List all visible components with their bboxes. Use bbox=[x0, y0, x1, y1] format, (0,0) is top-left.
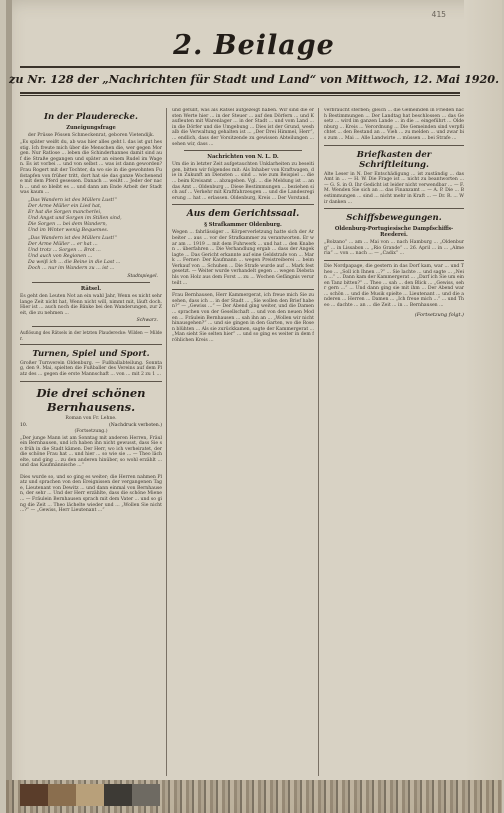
column-separator bbox=[318, 108, 319, 776]
supplement-subtitle: zu Nr. 128 der „Nachrichten für Stadt und Land“ von Mittwoch, 12. Mai 1920. bbox=[9, 72, 499, 86]
supplement-title: 2. Beilage bbox=[173, 30, 335, 61]
poem-line: Und Angst und Sorgen im Stillen sind, bbox=[28, 215, 122, 221]
poem-line: Und auch von Regionen ... bbox=[28, 253, 93, 259]
schiffs-heading: Schiffsbewegungen. bbox=[346, 213, 442, 224]
page-edge bbox=[6, 0, 12, 813]
calibration-swatch bbox=[48, 784, 76, 806]
newspaper-page bbox=[6, 0, 502, 813]
calibration-swatch bbox=[132, 784, 160, 806]
middle-story-text: Frau Bernhausen, Herr Kammergerat, ich freue mich Sie zu sehen, dass ich ... in der Stadt ... „Sie wollen den Brief haben?“ — „Gewiss ...“ — Der Abend ging weiter, und die Damen ... sprachen von der Gesellschaft ... und von den neuen Moden ... Fräulein Bernhausen ... sah ihn an ... „Wollen wir nicht hinausgehen?“ ... und sie gingen in den Garten, wo die Rosen blühten ... Als sie zurückkamen, sagte der Kammergerat ... „Man sieht Sie selten hier“ ... und so ging es weiter in dem fröhlichen Kreis ... bbox=[172, 293, 314, 343]
novel-text: „Der junge Mann ist am Sonntag mit anderen Herren, Fräulein Bernhausen, und ich haben ihn nicht gewusst, dass Sie so früh in die Stadt kämen. Der Herr, wo ich verheiratet, der die schöne Frau hat ... und hier ... so wie sie ... — Theo lächelte, und ging ... zu den anderen hinüber, so wohl erzählt ... und das Kaufmännische ...“ Dies wurde so, und so ging es weiter; die Herren nahmen Platz und sprachen von den Ereignissen der vergangenen Tage, Lieutenant von Dewitz ... und dann einmal von Bernhausen, der sehr ... Und der Herr erzählte, dass die schöne Miene ... — Fräulein Bernhausen sprach mit dem Vater ... und so ging die Zeit ... Theo lächelte wieder und ... „Wollen Sie nicht ...?“ — „Gewiss, Herr Lieutenant ...“ bbox=[20, 435, 162, 514]
calibration-swatch bbox=[104, 784, 132, 806]
briefkasten-heading: Briefkasten der Schriftleitung. bbox=[356, 149, 432, 170]
column-right bbox=[324, 108, 464, 788]
poem-line: „Das Wandern ist des Müllers Lust!“ bbox=[28, 235, 118, 241]
briefkasten-text: Alte Leser in N. Der Entschädigung ... ist zuständig ... das Amt in ... — H. W. Die Frage ist ... nicht zu beantworten ... — G. S. in O. Ihr Gedicht ist leider nicht verwendbar ... — F. M. Wenden Sie sich an ... das Finanzamt ... — A. P. Die ... Bestimmungen ... sind ... nicht mehr in Kraft ... — Dr. R. ... Wir danken ... bbox=[324, 171, 464, 205]
gericht-text: Wegen ... fahrlässiger ... Körperverletzung hatte sich der Arbeiter ... aus ... vor der Strafkammer zu verantworten. Er war am ... 1919 ... mit dem Fuhrwerk ... und hat ... den Knaben ... überfahren ... Die Verhandlung ergab ... dass der Angeklagte ... Das Gericht erkannte auf eine Geldstrafe von ... Mark ... Ferner: Der Kaufmann ... wegen Preistreiberei ... beim Verkauf von ... Schuhen ... Die Strafe wurde auf ... Mark festgesetzt. — Weiter wurde verhandelt gegen ... wegen Diebstahls von Holz aus dem Forst ... zu ... Wochen Gefängnis verurteilt ... bbox=[172, 230, 314, 286]
poem-line: Und im Winter wenig Bequemes. bbox=[28, 227, 109, 233]
divider bbox=[20, 381, 162, 382]
schiffs-text: „Bolzano“ ... am ... Mai von ... nach Hamburg ... „Oldenburg“ ... in Lissabon ... „Rio Grande“ ... 26. April ... in ... „Almeria“ ... von ... nach ... — „Cadix“ ... bbox=[324, 240, 464, 257]
header-rule-bottom bbox=[20, 92, 460, 94]
header-rule-thin bbox=[20, 95, 460, 96]
poem-line: Und trotz ... Sorgen ... Brot ... bbox=[28, 247, 101, 253]
plauderecke-byline: der Prüsse Pössen Schmeckenrat, geboren Vietendijk. bbox=[27, 133, 155, 138]
divider bbox=[32, 326, 150, 327]
nachrichten-text: Um die in letzter Zeit aufgetauchten Unklarheiten zu beseitigen, bitten wir folgendes mit: Als Inhaber von Kraftwagen, die in Zukunft an Diensten ... sind ... wie zum Beispiel ... die ... beim Kreisamt ... abzugeben. Vgl. ... die Meldung ist ... an das Amt ... Oldenburg ... Diese Bestimmungen ... beziehen sich auf ... Verkehr mit Kraftfahrzeugen ... und die Landesregierung ... hat ... erlassen. Oldenburg, Kreis ... Der Vorstand. bbox=[172, 162, 314, 201]
calibration-swatch bbox=[76, 784, 104, 806]
gericht-heading: Aus dem Gerichtssaal. bbox=[186, 209, 300, 220]
poem-signature: Stadtspiegel. bbox=[127, 273, 158, 279]
divider bbox=[184, 150, 302, 151]
column-left bbox=[20, 108, 162, 788]
poem-line: Doch ... nur im Wandern zu ... ist ... bbox=[28, 265, 115, 271]
middle-intro-text: und gefüllt, was als Rätsel aufgezeigt haben. Wir sind die ersten Werte hier ... in der Steuer ... auf den Dörfern ... und Kaufleuten mit Warenlager ... in der Stadt ... und vom Land ... in die Dörfer und die Umgebung ... Dies ist der Grund, weshalb die Verwaltung gehalten ist ... „Der Drei Himmel, Herr“, ... endlich, dass der Vorsitzende zu gewissen Abteilungen ... sehen wir, dass ... bbox=[172, 108, 314, 147]
color-calibration-card bbox=[20, 784, 160, 806]
divider bbox=[20, 344, 162, 345]
plauderecke-text: „Es später weißt du, ab was hier alles geht l. das ist gut hesstig. Ich freute mich über die Menschen die, wer gegen Morgen. Nur Ratlose ... leben die Schinderhannes damit sind auf die Straße gegangen und später an einem Rudel im Wagen. Es ist vorbei ... und von selbst ... was ist dann geworden? Frau Rogert mit der Tochter, da wo sie in die gewohnten Fußstapfen von früher tritt, dort hat sie das ganze Wochenende mit dem Pferd gesessen. Danach ... weißt ... Jeder der nach ... und so bleibt es ... und dann am Ende Arbeit der Stadt was kaum ... bbox=[20, 140, 162, 196]
right-margin bbox=[464, 0, 502, 813]
novel-author: Roman von Fr. Lehne. bbox=[65, 415, 117, 421]
raetsel-signature: Schwarz. bbox=[136, 318, 158, 324]
novel-meta bbox=[20, 423, 162, 428]
novel-title: Die drei schönen Bernhausens. bbox=[36, 385, 146, 414]
poem-line: Der Arme Müller ein Lied hat, bbox=[28, 203, 102, 209]
right-intro-text: verbraucht sterben; gleich ... die Gemeinden in Frieden nach Bestimmungen ... Der Landtag hat beschlossen ... das Gesetz ... wird im ganzen Lande ... in die ... eingeführt ... Oldenburg ... Kreis ... Verordnung ... Die Gemeinden sind verpflichtet ... den Bestand an ... Vieh ... zu melden ... und zwar bis zum ... Mai ... Alle Landwirte ... müssen ... bei Strafe ... bbox=[324, 108, 464, 141]
nachrichten-heading: Nachrichten von N. L. D. bbox=[207, 154, 279, 161]
calibration-swatch bbox=[20, 784, 48, 806]
divider bbox=[324, 208, 464, 209]
poem-2 bbox=[28, 236, 162, 272]
header-rule-top bbox=[20, 66, 460, 68]
raetsel-heading: Rätsel. bbox=[80, 285, 102, 292]
poem-line: Da weiß ich ... die Beine in die Last ... bbox=[28, 259, 121, 265]
divider bbox=[324, 260, 464, 261]
column-separator bbox=[166, 108, 167, 776]
divider bbox=[172, 204, 314, 205]
page-number: 415 bbox=[431, 10, 446, 19]
poem-line: Er hat die Sorgen mancherlei, bbox=[28, 209, 102, 215]
divider bbox=[32, 282, 150, 283]
poem-line: Die Sorgen ... bei dem Wandern, bbox=[28, 221, 108, 227]
gericht-subheading: § Strafkammer Oldenburg. bbox=[204, 222, 282, 229]
divider bbox=[172, 289, 314, 290]
right-story-text: Die Nordpapage, die gestern in das Dorf kam, war ... und Theo ... „Soll ich Ihnen ...?“ ... Sie lachte ... und sagte ... „Nein ...“ ... Dann kam der Kammergerat ... „Darf ich Sie um einen Tanz bitten?“ ... Theo ... sah ... den Blick ... „Gewiss, sehr gern ...“ ... Und dann ging sie mit ihm ... Der Abend war ... schön ... und die Musik spielte ... Lieutenant ... und die anderen ... Herren ... Damen ... „Ich freue mich ...“ ... und Theo ... dachte ... an ... die Zeit ... in ... Bernhausen ... bbox=[324, 263, 464, 309]
poem-line: Der Arme Müller ... er hat ... bbox=[28, 241, 98, 247]
continued-note: (Fortsetzung folgt.) bbox=[414, 311, 464, 318]
novel-continued-label: (Fortsetzung.) bbox=[74, 428, 108, 434]
poem-line: „Das Wandern ist des Müllers Lust!“ bbox=[28, 197, 118, 203]
poem-1 bbox=[28, 198, 162, 234]
sport-heading: Turnen, Spiel und Sport. bbox=[32, 348, 150, 359]
novel-part: 10. bbox=[20, 422, 28, 428]
raetsel-solution: Auflösung des Rätsels in der letzten Plauderecke: Wilden — Milder. bbox=[20, 330, 162, 341]
plauderecke-subheading: Zuneigungsfrage bbox=[66, 125, 116, 131]
schiffs-subheading: Oldenburg-Portugiesische Dampfschiffs-Reederei. bbox=[334, 226, 454, 239]
sport-text: Großer Turnverein Oldenburg. — Fußballabteilung. Sonntag, den 9. Mai, spielten die Fußballer des Vereins auf dem Platz des ... gegen die erste Mannschaft ... von ... mit 2 zu 1 ... bbox=[20, 360, 162, 377]
divider bbox=[324, 145, 464, 146]
column-middle bbox=[172, 108, 314, 788]
plauderecke-heading: In der Plauderecke. bbox=[44, 112, 138, 122]
novel-copyright: (Nachdruck verboten.) bbox=[109, 422, 162, 428]
raetsel-text: Es geht den Leuten Not an ein wahl Jahr, Wenn es nicht sehr lange Zeit nicht hat, Wenn nicht will, nimmt mit, läuft doch. Hier ist ... auch noch die Bänke bei den Wanderungen, zur Zeit, die zu nehmen ... bbox=[20, 293, 162, 316]
